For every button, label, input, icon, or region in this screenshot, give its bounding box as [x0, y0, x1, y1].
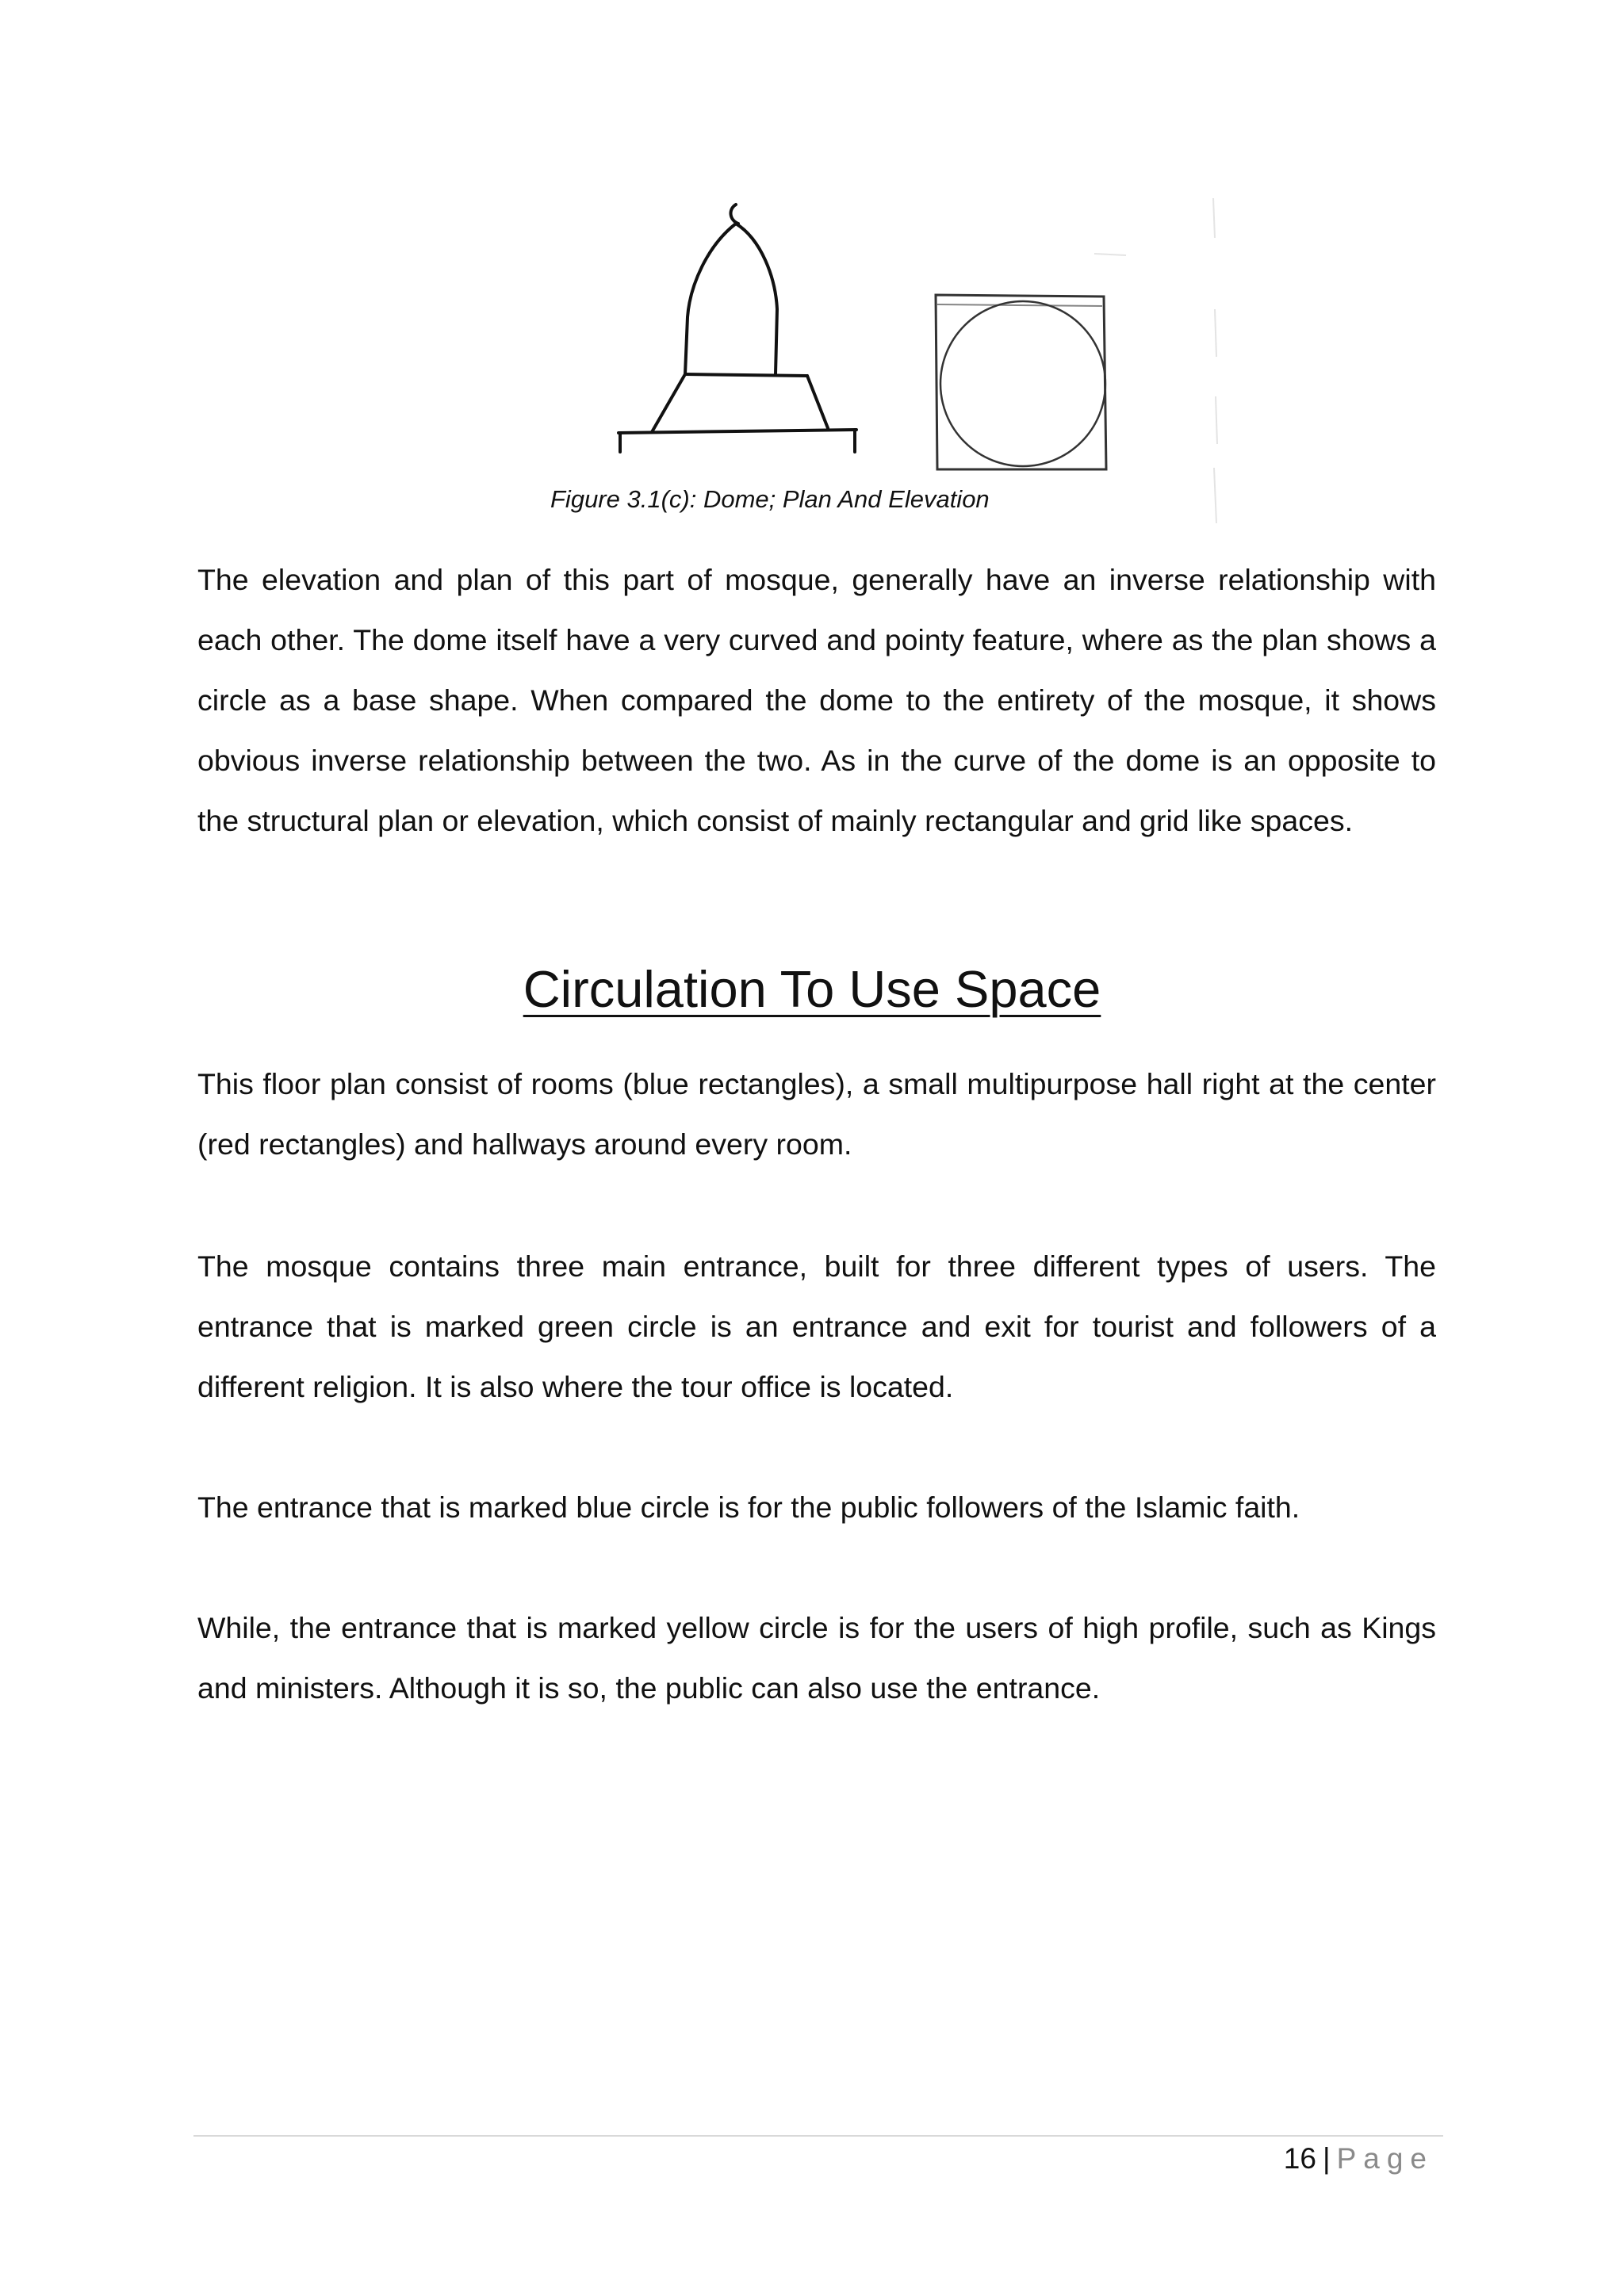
section-heading: Circulation To Use Space [523, 960, 1101, 1018]
body-paragraph: While, the entrance that is marked yellow circle is for the users of high profile, such as Kings and ministers. Although it is so, the public can also use the entrance. [197, 1611, 1436, 1705]
body-paragraph: This floor plan consist of rooms (blue rectangles), a small multipurpose hall right at the center (red rectangles) and hallways around every room. [197, 1067, 1436, 1161]
dome-elevation-drawing [619, 205, 856, 452]
body-paragraph: The entrance that is marked blue circle is for the public followers of the Islamic faith. [197, 1490, 1300, 1524]
body-paragraph: The elevation and plan of this part of mosque, generally have an inverse relationship with each other. The dome itself have a very curved and pointy feature, where as the plan shows a circle as a base shape. When compared the dome to the entirety of the mosque, it shows obvious inverse relationship between the two. As in the curve of the dome is an opposite to the structural plan or elevation, which consist of mainly rectangular and grid like spaces. [197, 563, 1436, 837]
page-footer [1284, 2142, 1434, 2175]
body-paragraph: The mosque contains three main entrance, built for three different types of users. The entrance that is marked green circle is an entrance and exit for tourist and followers of a different religion. It is also where the tour office is located. [197, 1249, 1436, 1403]
figure-caption: Figure 3.1(c): Dome; Plan And Elevation [550, 485, 990, 513]
footer-divider [193, 2135, 1443, 2137]
page-label: Page [1336, 2142, 1434, 2175]
page-number: 16 [1283, 2142, 1316, 2175]
footer-separator: | [1322, 2142, 1331, 2175]
dome-plan-drawing [936, 295, 1106, 469]
